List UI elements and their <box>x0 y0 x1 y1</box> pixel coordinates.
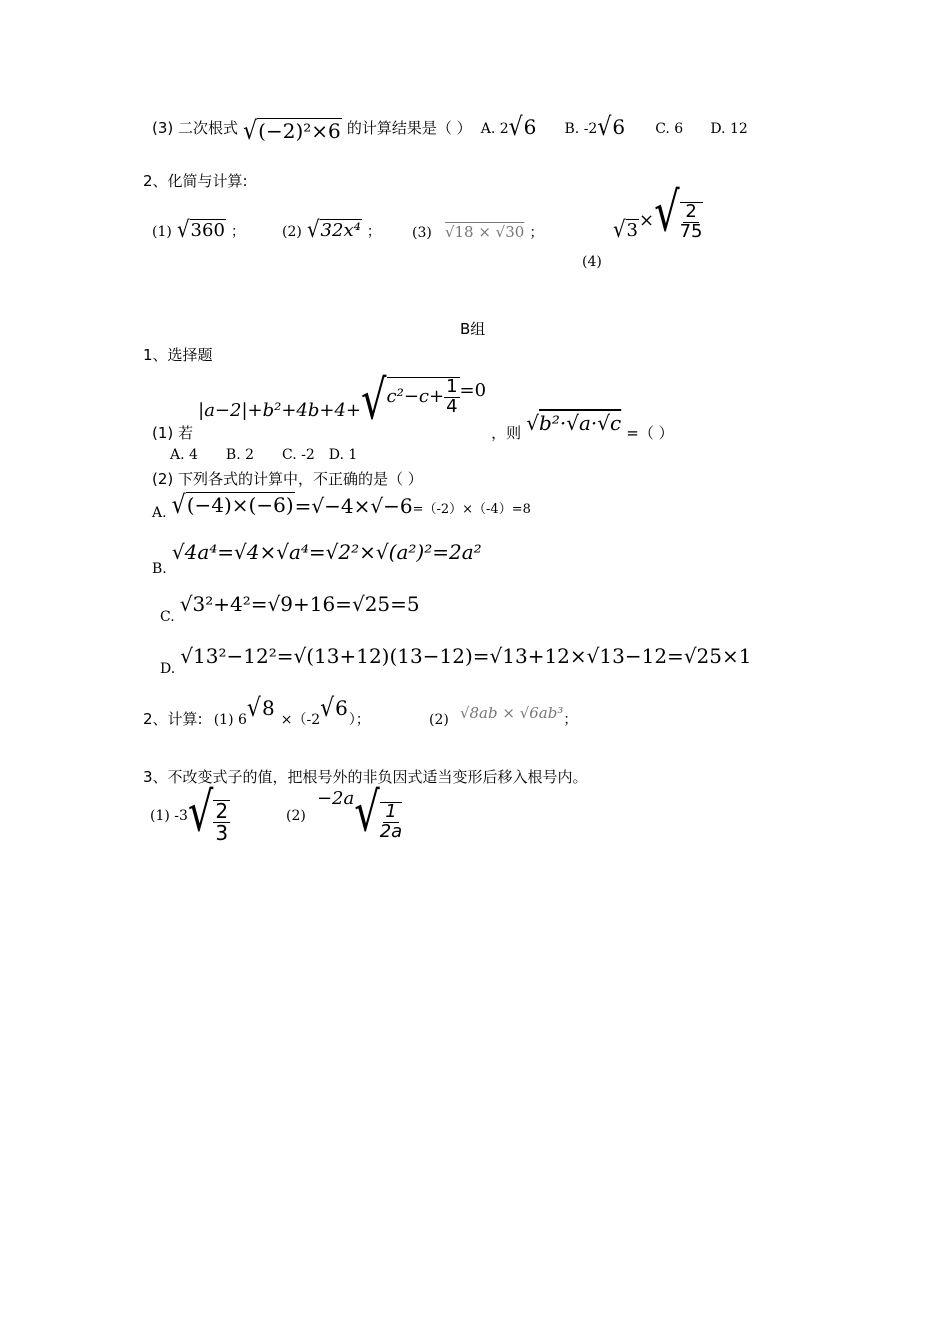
a-q3-row <box>152 113 748 154</box>
b-q2-c-label: C. <box>160 609 175 625</box>
b-s2-item1-label: (1) 6 <box>213 712 247 728</box>
b-s3-item2-coef: −2a <box>316 788 355 809</box>
a-s2-item-2-label: (2) <box>282 224 302 240</box>
a-s2-item-2-tail: ； <box>366 224 381 240</box>
b-s3-item-2 <box>286 781 403 845</box>
b-q1-label: (1) 若 <box>152 424 194 442</box>
b-group-title: B组 <box>460 320 486 338</box>
b-q1-then: ，则 <box>491 424 522 442</box>
a-s2-item-4-times: × <box>639 210 655 231</box>
b-q1-sqrt-icon: √ <box>361 369 387 433</box>
b-q2-option-a <box>152 491 531 521</box>
b-q2-c-expr: √3²+4²=√9+16=√25=5 <box>179 592 420 616</box>
b-s3-item2-label: (2) <box>286 808 306 824</box>
b-s3-heading: 3、不改变式子的值，把根号外的非负因式适当变形后移入根号内。 <box>143 768 588 786</box>
b-s1-heading: 1、选择题 <box>143 346 213 364</box>
b-q2-option-b <box>152 540 482 577</box>
a-q3-radical: √(−2)²×6 <box>243 117 341 146</box>
b-q2-option-c <box>160 592 420 625</box>
a-s2-item-4-fraction: $\frac{2}{75}$ <box>679 200 703 242</box>
b-s3-item1-fraction: $\frac{2}{3}$ <box>215 798 229 845</box>
b-q2-option-d <box>160 644 752 677</box>
a-s2-item-1-tail: ； <box>231 224 245 240</box>
b-s2-item2-tail: ； <box>563 712 578 728</box>
b-s2-item2-label: (2) <box>429 712 449 728</box>
b-s2-item1-root2: √6 <box>320 694 348 723</box>
b-q2-a-label: A. <box>152 505 167 521</box>
a-s2-item-3-label: (3) <box>412 225 432 241</box>
a-s2-item-3 <box>412 222 543 242</box>
a-s2-item-4-root3: √3 <box>612 216 638 244</box>
b-q1-options: A. 4 B. 2 C. -2 D. 1 <box>170 447 358 463</box>
a-q3-opt-b: B. -2 <box>564 121 598 137</box>
b-s2-item1-tail: ）； <box>348 712 370 728</box>
a-q3-opt-d: D. 12 <box>710 121 748 137</box>
b-s3-item1-label: (1) -3 <box>150 808 188 824</box>
b-s2-item1-mid: ×（-2 <box>280 712 321 728</box>
a-s2-item-1-radical: √360 <box>176 216 225 243</box>
b-s2-item1-root1: √8 <box>246 694 275 723</box>
b-q1-eq-tail: =0 <box>459 380 487 401</box>
a-s2-item-4 <box>582 181 703 270</box>
b-q2-b-expr: √4a⁴=√4×√a⁴=√2²×√(a²)²=2a² <box>171 540 482 564</box>
b-q1-row <box>152 364 674 442</box>
b-q2-b-label: B. <box>152 561 167 577</box>
b-s2-item2-expr: √8ab × √6ab³ <box>459 704 564 722</box>
b-q2-a-tail: =（-2）×（-4）=8 <box>412 502 531 517</box>
a-q3-opt-a: A. 2 <box>480 121 509 137</box>
b-q2-d-label: D. <box>160 661 176 677</box>
a-q3-suffix: 的计算结果是（ ） <box>346 119 472 137</box>
a-s2-item-2 <box>282 218 381 241</box>
b-s3-item1-sqrt-icon: √ <box>187 781 214 845</box>
a-s2-item-2-radical: √32x⁴ <box>306 216 361 243</box>
b-s3-item-1 <box>150 781 230 845</box>
a-s2-item-1-label: (1) <box>152 224 172 240</box>
a-s2-item-4-sqrt-icon: √ <box>654 181 680 245</box>
b-q2-stem: (2) 下列各式的计算中，不正确的是（ ） <box>152 470 423 488</box>
b-q1-fraction: $\frac{1}{4}$ <box>446 376 458 417</box>
b-q1-equation: |a−2|+b²+4b+4+ <box>198 400 362 421</box>
a-s2-item-1 <box>152 218 245 241</box>
a-s2-item-4-label: (4) <box>582 254 602 270</box>
b-s3-item2-sqrt-icon: √ <box>354 781 380 845</box>
a-s2-item-3-tail: ； <box>529 225 544 241</box>
b-q1-target: √b²·√a·√c <box>526 411 622 435</box>
a-q3-label: (3) 二次根式 <box>152 119 239 137</box>
b-q1-radicand: c²−c+ $\frac{1}{4}$ <box>386 376 458 417</box>
a-q3-opt-b-root: √6 <box>597 113 626 142</box>
a-s2-item-3-expr: √18 × √30 <box>444 223 525 241</box>
a-q3-opt-a-root: √6 <box>508 113 537 142</box>
b-s2-heading: 2、计算: <box>143 710 203 728</box>
a-q3-opt-c: C. 6 <box>655 121 684 137</box>
b-q2-d-expr: √13²−12²=√(13+12)(13−12)=√13+12×√13−12=√25×1 <box>180 644 752 668</box>
b-s3-item2-fraction: $\frac{1}{2a}$ <box>379 800 403 842</box>
b-q1-paren: =（ ） <box>626 424 674 442</box>
b-q2-a-radical: √(−4)×(−6) <box>171 491 294 520</box>
b-q2-a-mid: =√−4×√−6 <box>294 494 413 518</box>
a-s2-heading: 2、化简与计算: <box>143 172 248 190</box>
b-s2-row <box>143 694 578 728</box>
